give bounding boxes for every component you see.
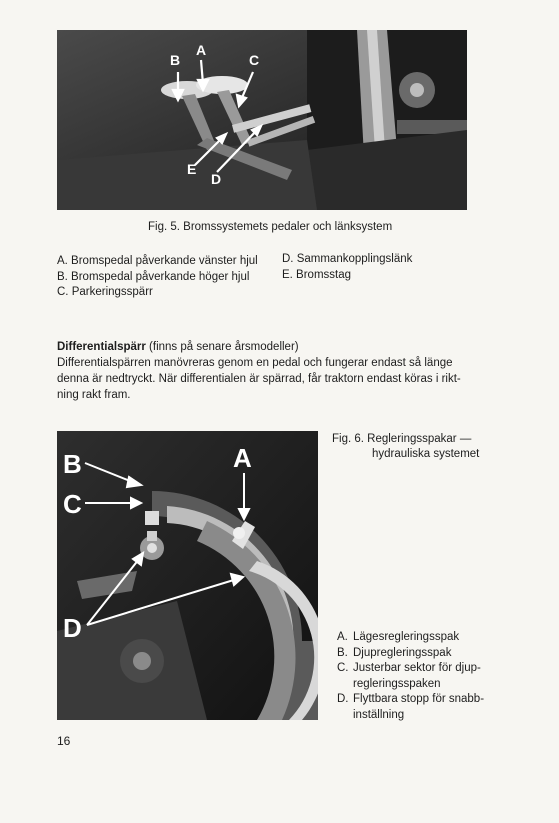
figure-6-caption-line-2: hydrauliska systemet bbox=[372, 448, 480, 460]
legend-letter: D. bbox=[337, 693, 349, 705]
differential-heading-rest: (finns på senare årsmodeller) bbox=[145, 341, 299, 353]
legend-letter: A. bbox=[337, 631, 348, 643]
legend-item-c: C. Parkeringsspärr bbox=[57, 286, 153, 298]
brake-pedals-illustration bbox=[57, 30, 467, 210]
hydraulic-levers-illustration bbox=[57, 431, 318, 720]
figure-6-legend-item bbox=[337, 630, 527, 646]
legend-item-e: E. Bromsstag bbox=[282, 268, 352, 281]
differential-heading-bold: Differentialspärr bbox=[57, 341, 146, 353]
figure-5-label-b: B bbox=[170, 52, 181, 68]
figure-6-legend-item bbox=[337, 661, 527, 692]
legend-letter: B. bbox=[337, 646, 348, 659]
legend-letter: C. bbox=[337, 662, 349, 674]
figure-5-photo bbox=[57, 30, 467, 210]
legend-text: Lägesregleringsspak bbox=[353, 631, 460, 643]
differential-line-3: ning rakt fram. bbox=[57, 389, 131, 401]
figure-6-label-d: D bbox=[63, 613, 82, 643]
figure-5-label-d: D bbox=[211, 171, 222, 187]
figure-5-label-a: A bbox=[196, 42, 207, 58]
figure-5-label-e: E bbox=[187, 161, 197, 177]
page-number: 16 bbox=[57, 734, 71, 748]
differential-section bbox=[57, 339, 527, 403]
legend-item-a: A. Bromspedal påverkande vänster hjul bbox=[57, 255, 258, 267]
differential-heading bbox=[57, 339, 527, 355]
differential-line-1: Differentialspärren manövreras genom en pedal och fungerar endast så länge bbox=[57, 357, 453, 369]
figure-5-legend-left bbox=[57, 254, 258, 301]
legend-item-d: D. Sammankopplingslänk bbox=[282, 253, 413, 265]
figure-6-legend-item bbox=[337, 646, 527, 662]
figure-5-caption: Fig. 5. Bromssystemets pedaler och länksystem bbox=[148, 221, 393, 233]
figure-5-legend-right bbox=[282, 252, 412, 283]
figure-6-label-b: B bbox=[63, 449, 82, 479]
figure-6-caption-line-1: Fig. 6. Regleringsspakar — bbox=[332, 433, 472, 445]
legend-text: Flyttbara stopp för snabb- inställning bbox=[353, 693, 485, 721]
figure-6-caption bbox=[332, 432, 479, 462]
figure-5-label-c: C bbox=[249, 52, 260, 68]
legend-text: Justerbar sektor för djup- regleringsspaken bbox=[353, 662, 481, 690]
differential-line-2: denna är nedtryckt. När differentialen är spärrad, får traktorn endast köras i rikt- bbox=[57, 373, 461, 385]
figure-6-photo bbox=[57, 431, 318, 720]
figure-6-legend bbox=[337, 630, 527, 723]
figure-6-label-c: C bbox=[63, 489, 82, 519]
figure-6-legend-item bbox=[337, 692, 527, 723]
legend-text: Djupregleringsspak bbox=[353, 646, 452, 659]
figure-6-label-a: A bbox=[233, 443, 252, 473]
legend-item-b: B. Bromspedal påverkande höger hjul bbox=[57, 270, 250, 283]
